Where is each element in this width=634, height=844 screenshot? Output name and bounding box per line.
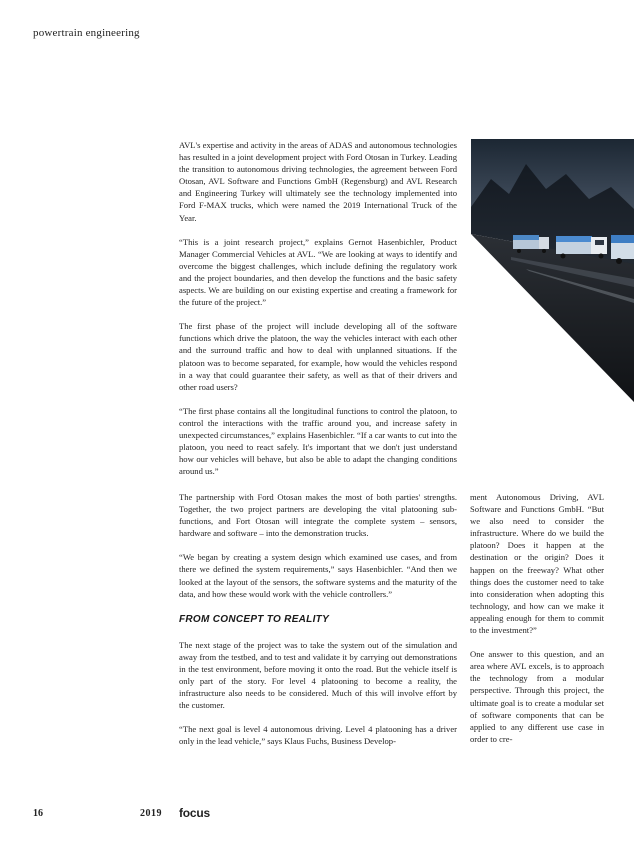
bottom-paragraph: “We began by creating a system design which examined use cases, and from there we defined the system requirements,” says Hasenbichler. “And then we looked at the layout of the sensors, the software systems and the maturity of the data, and how these would work with the vehicle controllers.” — [179, 552, 457, 599]
main-paragraph: “The first phase contains all the longitudinal functions to control the platoon, to control the interactions with the traffic around you, and increase safety in unexpected circumstances,” explains Hasenbichler. “If a car wants to cut into the platoon, you need to react safely. It's important that we don't just understand how our vehicles will behave, but also be able to adapt the changing conditions around us.” — [179, 405, 457, 477]
page-number: 16 — [33, 808, 43, 819]
section-heading: FROM CONCEPT TO REALITY — [179, 613, 330, 625]
truck-platoon-photo — [471, 139, 634, 402]
bottom-paragraph: “The next goal is level 4 autonomous driving. Level 4 platooning has a driver only in the lead vehicle,” says Klaus Fuchs, Business Develop- — [179, 724, 457, 747]
main-paragraph: “This is a joint research project,” explains Gernot Hasenbichler, Product Manager Commercial Vehicles at AVL. “We are looking at ways to identify and overcome the biggest challenges, which include defining the regulatory work and the project boundaries, and then develop the functions and the basic safety aspects. We are building on our existing expertise and creating a framework for the future of the project.” — [179, 236, 457, 308]
main-paragraph: AVL's expertise and activity in the areas of ADAS and autonomous technologies has resulted in a joint development project with Ford Otosan in Turkey. Leading the transition to autonomous driving technologies, the agreement between Ford Otosan, AVL Software and Functions GmbH (Regensburg) and AVL Research and Engineering Turkey will ultimately see the technology implemented into Ford F-MAX trucks, which were named the 2019 International Truck of the Year. — [179, 140, 457, 223]
issue-year: 2019 — [140, 808, 162, 819]
bottom-column — [179, 491, 457, 760]
main-column — [179, 139, 457, 489]
side-paragraph: ment Autonomous Driving, AVL Software and Functions GmbH. “But we also need to consider the infrastructure. Where do we build the platoon? Does it happen at the destination or the origin? Does it happen on the freeway? What other things does the customer need to take into consideration when adopting this technology, and how can we make it appealing enough for them to commit to the investment?” — [470, 492, 604, 636]
section-label: powertrain engineering — [33, 27, 140, 39]
main-paragraph: The first phase of the project will include developing all of the software functions which drive the platoon, the way the vehicles interact with each other and the surround traffic and how to deal with unplanned situations. If the platoon was to become separated, for example, how would the vehicles respond in a way that could guarantee their safety, as well as that of their drivers and other road users? — [179, 321, 457, 392]
truck-platoon-illustration — [471, 139, 634, 402]
side-paragraph: One answer to this question, and an area where AVL excels, is to approach the technology from a modular perspective. Through this project, the ultimate goal is to create a modular set of software components that can be applied to any different use case in order to cre- — [470, 649, 604, 744]
bottom-paragraph: The partnership with Ford Otosan makes the most of both parties' strengths. Together, the two project partners are developing the vital platooning sub-functions, and Fort Otosan will integrate the complete system – sensors, hardware and software – into the demonstration trucks. — [179, 492, 457, 539]
side-column — [470, 491, 604, 757]
page-footer — [33, 808, 634, 824]
bottom-paragraph: The next stage of the project was to take the system out of the simulation and away from the testbed, and to test and validate it by carrying out demonstrations in the test environment, before moving it onto the road. But the vehicle itself is only part of the story. For level 4 platooning to become a reality, the infrastructure also needs to be considered. Much of this will involve effort by the customer. — [179, 639, 457, 711]
magazine-logo: focus — [179, 806, 211, 820]
